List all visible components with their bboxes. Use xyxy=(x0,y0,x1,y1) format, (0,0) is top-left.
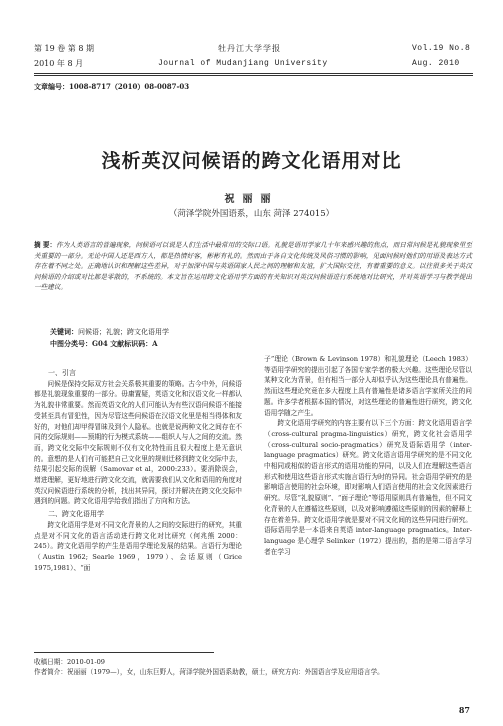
footnote-author-info: 作者简介：祝丽丽（1979—），女，山东巨野人，菏泽学院外国语系助教，硕士，研究方向：外国语言学及应用语言学。 xyxy=(34,668,384,676)
author-affiliation: （菏泽学院外国语系，山东 菏泽 274015） xyxy=(168,209,335,219)
header-date-en: Aug. 2010 xyxy=(412,59,460,68)
article-number: 文章编号：1008-8717（2010）08-0087-03 xyxy=(34,82,190,91)
paper-title: 浅析英汉问候语的跨文化语用对比 xyxy=(101,150,402,172)
footnote xyxy=(34,657,474,677)
footnote-received: 收稿日期：2010-01-09 xyxy=(34,658,105,666)
paragraph-theories: 子”理论（Brown & Levinson 1978）和礼貌理论（Leech 1983）等语用学研究的提出引起了各国专家学者的极大兴趣。这些理论尽管以某种文化为背景，但有相当一部分人却似乎认为这些理论具有普遍性。然而这些理论究竟在多大程度上具有普遍性是诸多语言学家所关注的问题。许多学者根据本国的情况，对这些理论的普遍性进行研究，跨文化语用学随之产生。 xyxy=(264,355,472,417)
section-heading-intro: 一、引言 xyxy=(48,369,76,377)
paragraph-pragmatics: 跨文化语用学是对不同文化背景的人之间的交际进行的研究，其重点是对不同文化的语言活动进行跨文化对比研究（何兆熊 2000：245）。跨文化语用学的产生是语用学理论发展的结果。言语行为理论（Austin 1962; Searle 1969，1979）、会话原则（Grice 1975,1981）、“面 xyxy=(34,520,242,572)
header-journal-cn: 牡丹江大学学报 xyxy=(218,44,281,53)
classification-line: 中图分类号：G04 文献标识码：A xyxy=(50,339,158,348)
header-date-cn: 2010 年 8 月 xyxy=(34,59,84,68)
right-column xyxy=(264,354,472,557)
footnote-rule xyxy=(34,652,214,653)
keywords xyxy=(50,326,169,338)
header-journal-en: Journal of Mudanjiang University xyxy=(158,59,328,68)
keywords-text: 问候语；礼貌；跨文化语用学 xyxy=(78,328,169,336)
header-rule xyxy=(34,73,473,74)
header-vol-issue-en: Vol.19 No.8 xyxy=(412,44,471,53)
author-name: 祝丽丽 xyxy=(224,194,279,205)
paragraph-research-areas: 跨文化语用学研究的内容主要有以下三个方面：跨文化语用语言学（cross-cultural pragma-linguistics）研究，跨文化社会语用学（cross-cultural socio-pragmatics）研究及语际语用学（inter-language pragmatics）研究。跨文化语言语用学研究的是不同文化中相同或相似的语言形式的语用功能的异同，以及人们在理解这些语言形式和使用这些语言形式实施言语行为时的异同。社会语用学研究的是影响语言使用的社会环境，即对影响人们语言使用的社会文化因素进行研究。尽管“礼貌原则”、“面子理论”等语用原则具有普遍性，但不同文化背景的人在遵循这些原则，以及对影响遵循这些原则的因素的解释上存在着差异。跨文化语用学就是要对不同文化间的这些异同进行研究。语际语用学是一本语来自英语 inter-language pragmatics。Inter-language 是心理学 Selinker（1972）提出的，指的是第二语言学习者在学习 xyxy=(264,419,472,556)
abstract-label: 摘 要： xyxy=(34,241,57,249)
header-rule-thin xyxy=(34,75,473,76)
header-vol-issue-cn: 第 19 卷 第 8 期 xyxy=(34,44,94,53)
abstract xyxy=(34,240,472,293)
keywords-label: 关键词： xyxy=(50,327,78,336)
page-number: 87 xyxy=(458,705,470,715)
abstract-text: 作为人类语言的普遍现象，问候语可以说是人们生活中最常用的交际口语。礼貌是语用学家几十年来感兴趣的焦点，而日常问候是礼貌现象里至关重要的一部分。无论中国人还是西方人，都是热情好客，彬彬有礼的。然而由于各自文化传统及风俗习惯的影响，见面问候时他们的用语及表达方式存在着不同之处。正确地认识和理解这些差异，对于加深中国与英语国家人民之间的理解和友谊，扩大国际交往，有着重要的意义。以往很多关于英汉问候语的介绍或对比都是零散的，不系统的。本文旨在运用跨文化语用学方面的有关知识对英汉问候语进行系统地对比研究，并对英语学习与教学提出一些建议。 xyxy=(34,241,472,292)
paragraph-intro: 问候是保持交际双方社会关系极其重要的策略。古今中外，问候语都是礼貌现象重要的一部分。毋庸置疑，英语文化和汉语文化一样都认为礼貌非常重要。然而英语文化的人们可能认为有些汉语问候语不能接受甚至具有冒犯性，因为尽管这些问候语在汉语文化里是相当得体和友好的，对他们却甲得冒昧及到个人隐私。也就是说两种文化之间存在不同的交际规则——预期的行为模式系统——组织人与人之间的交流。然而，跨文化交际中交际规则不仅有文化特性而且很大程度上是无意识的。意想的是人们有可能把自己文化里的规则迁移到跨文化交际中去，结果引起交际的误解（Samovar et al，2000:233）。要消除误会，增进理解，更好地进行跨文化交流，就需要我们从文化和语用的角度对英汉问候语进行系统的分析，找出其异同，探讨并解决在跨文化交际中遇到的问题。跨文化语用学给我们指出了方向和方法。 xyxy=(34,379,242,506)
left-column xyxy=(34,368,242,573)
section-heading-pragmatics: 二、跨文化语用学 xyxy=(48,510,104,519)
